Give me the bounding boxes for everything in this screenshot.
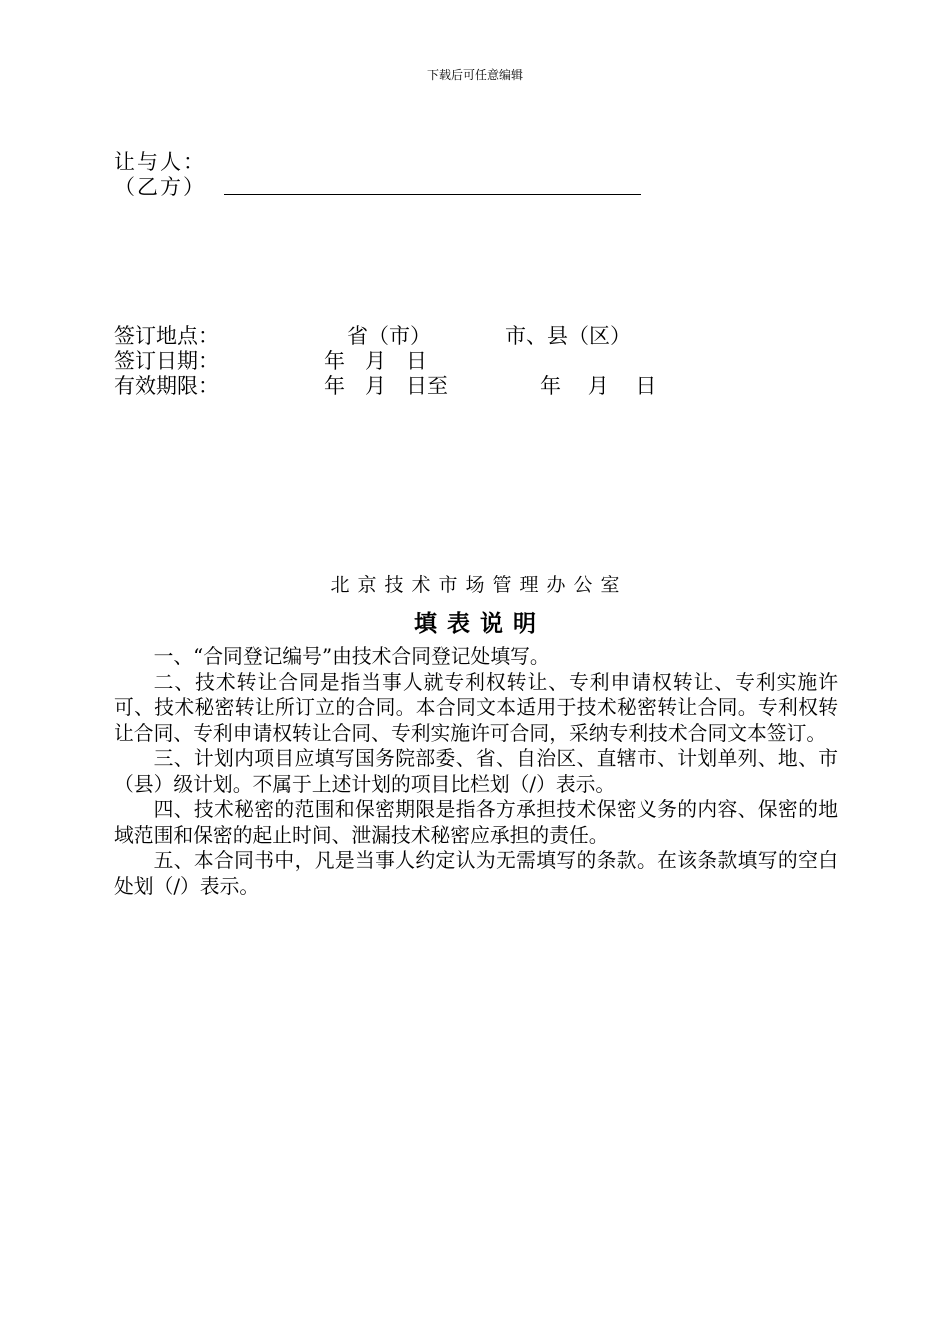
signing-date-label: 签订日期： — [114, 349, 219, 373]
validity-period-to: 年 月 日 — [540, 374, 657, 398]
validity-period-from: 年 月 日至 — [324, 374, 449, 398]
instruction-item: 四、技术秘密的范围和保密期限是指各方承担技术保密义务的内容、保密的地域范围和保密的起止时间、泄漏技术秘密应承担的责任。 — [114, 798, 838, 847]
party-b-label: （乙方） — [114, 175, 206, 199]
organization-name: 北京技术市场管理办公室 — [330, 574, 628, 596]
transferor-name-field[interactable] — [224, 194, 641, 195]
instruction-item: 二、技术转让合同是指当事人就专利权转让、专利申请权转让、专利实施许可、技术秘密转让所订立的合同。本合同文本适用于技术秘密转让合同。专利权转让合同、专利申请权转让合同、专利实施许可合同，采纳专利技术合同文本签订。 — [114, 670, 838, 745]
transferor-label: 让与人： — [114, 150, 206, 174]
validity-period-label: 有效期限： — [114, 374, 219, 398]
page-header-note: 下载后可任意编辑 — [426, 68, 523, 82]
signing-place-province: 省（市） — [347, 324, 431, 348]
signing-place-city: 市、县（区） — [505, 324, 631, 348]
signing-place-label: 签订地点： — [114, 324, 219, 348]
instruction-item: 一、“合同登记编号”由技术合同登记处填写。 — [153, 645, 550, 668]
instruction-item: 五、本合同书中，凡是当事人约定认为无需填写的条款。在该条款填写的空白处划（/）表示。 — [114, 849, 838, 898]
instructions-body — [114, 644, 838, 899]
signing-date-value: 年 月 日 — [324, 349, 428, 373]
instructions-title: 填表说明 — [414, 611, 546, 637]
instruction-item: 三、计划内项目应填写国务院部委、省、自治区、直辖市、计划单列、地、市（县）级计划。不属于上述计划的项目比栏划（/）表示。 — [114, 747, 838, 796]
